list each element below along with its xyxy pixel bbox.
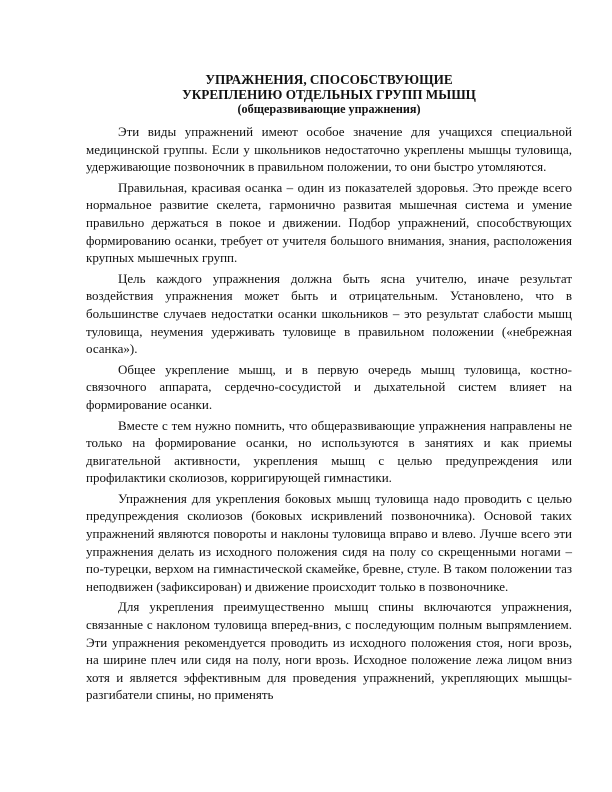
paragraph-7: Для укрепления преимущественно мышц спины включаются упражнения, связанные с наклоном туловища вперед-вниз, с последующим полным выпрямлением. Эти упражнения рекомендуется проводить из исходного положения стоя, ноги врозь, на ширине плеч или сидя на полу, ноги врозь. Исходное положение лежа лицом вниз хотя и является эффективным для проведения упражнений, укрепляющих мышцы-разгибатели спины, но применять xyxy=(86,599,572,703)
document-subtitle: (общеразвивающие упражнения) xyxy=(237,102,421,116)
document-page xyxy=(86,72,572,707)
paragraph-6: Упражнения для укрепления боковых мышц туловища надо проводить с целью предупреждения сколиозов (боковых искривлений позвоночника). Основой таких упражнений являются повороты и наклоны туловища вправо и влево. Лучше всего эти упражнения делать из исходного положения сидя на полу со скрещенными ногами – по-турецки, верхом на гимнастической скамейке, бревне, стуле. В таком положении таз неподвижен (зафиксирован) и движение происходит только в позвоночнике. xyxy=(86,490,572,594)
document-title-line-2: УКРЕПЛЕНИЮ ОТДЕЛЬНЫХ ГРУПП МЫШЦ xyxy=(182,87,476,102)
paragraph-4: Общее укрепление мышц, и в первую очередь мышц туловища, костно-связочного аппарата, сердечно-сосудистой и дыхательной систем влияет на формирование осанки. xyxy=(86,361,572,412)
paragraph-1: Эти виды упражнений имеют особое значение для учащихся специальной медицинской группы. Если у школьников недостаточно укреплены мышцы туловища, удерживающие позвоночник в правильном положении, то они быстро утомляются. xyxy=(86,124,572,175)
paragraph-5: Вместе с тем нужно помнить, что общеразвивающие упражнения направлены не только на формирование осанки, но используются в занятиях и как приемы двигательной активности, укрепления мышц с целью предупреждения или профилактики сколиозов, корригирующей гимнастики. xyxy=(86,417,572,486)
document-title-line-1: УПРАЖНЕНИЯ, СПОСОБСТВУЮЩИЕ xyxy=(205,72,453,87)
paragraph-2: Правильная, красивая осанка – один из показателей здоровья. Это прежде всего нормальное развитие скелета, гармонично развитая мышечная система и умение правильно держаться в покое и движении. Подбор упражнений, способствующих формированию осанки, требует от учителя большого внимания, знания, расположения крупных мышечных групп. xyxy=(86,179,572,266)
paragraph-3: Цель каждого упражнения должна быть ясна учителю, иначе результат воздействия упражнения может быть и отрицательным. Установлено, что в большинстве случаев недостатки осанки школьников – это результат слабости мышц туловища, неумения удерживать туловище в правильном положении («небрежная осанка»). xyxy=(86,270,572,357)
